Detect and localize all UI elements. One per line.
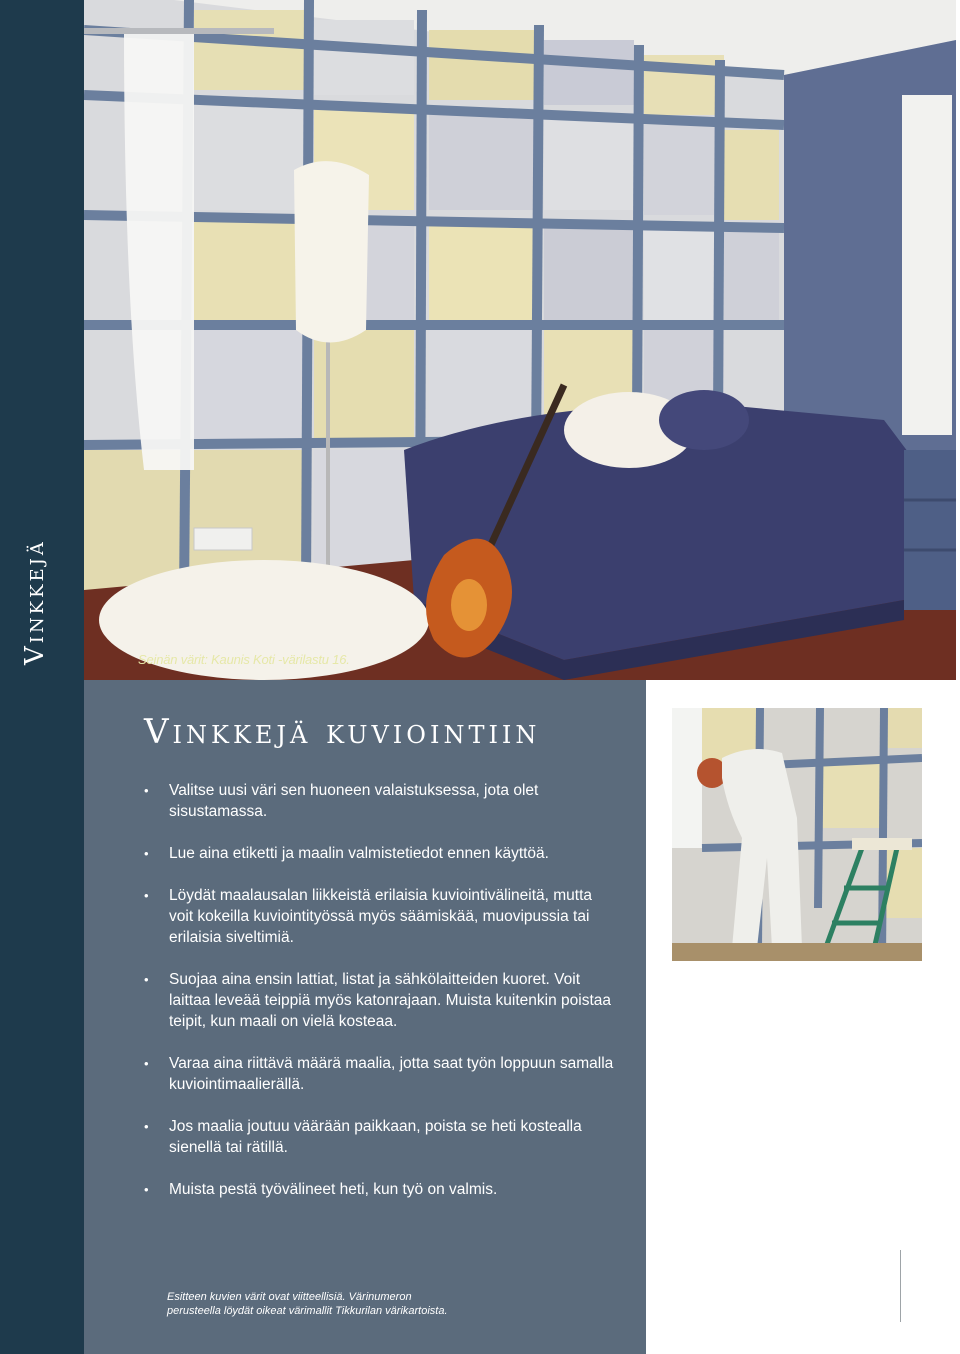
hero-photo: [84, 0, 956, 680]
photo-caption: Seinän värit: Kaunis Koti -värilastu 16.: [138, 652, 350, 667]
painter-photo: [672, 708, 922, 961]
vertical-rule: [900, 1250, 901, 1322]
side-title: Vinkkejä: [20, 539, 50, 665]
tip-item: • Valitse uusi väri sen huoneen valaistuksessa, jota olet sisustamassa.: [144, 780, 614, 822]
tips-list: [144, 780, 614, 1221]
tip-item: • Jos maalia joutuu väärään paikkaan, poista se heti kostealla sienellä tai rätillä.: [144, 1116, 614, 1158]
side-band: [0, 0, 84, 1354]
tip-item: • Suojaa aina ensin lattiat, listat ja sähkölaitteiden kuoret. Voit laittaa leveää teippiä myös katonrajaan. Muista kuitenkin poistaa teipit, kun maali on vielä kosteaa.: [144, 969, 614, 1032]
footnote: Esitteen kuvien värit ovat viitteellisiä. Värinumeron perusteella löydät oikeat värimallit Tikkurilan värikartoista.: [167, 1291, 448, 1317]
tip-item: • Lue aina etiketti ja maalin valmistetiedot ennen käyttöä.: [144, 843, 614, 864]
tip-item: • Varaa aina riittävä määrä maalia, jotta saat työn loppuun samalla kuviointimaalierällä.: [144, 1053, 614, 1095]
section-heading: Vinkkejä kuviointiin: [144, 712, 541, 752]
tip-item: • Muista pestä työvälineet heti, kun työ on valmis.: [144, 1179, 614, 1200]
tip-item: • Löydät maalausalan liikkeistä erilaisia kuviointivälineitä, mutta voit kokeilla kuviointityössä myös säämiskää, muovipussia tai erilaisia siveltimiä.: [144, 885, 614, 948]
